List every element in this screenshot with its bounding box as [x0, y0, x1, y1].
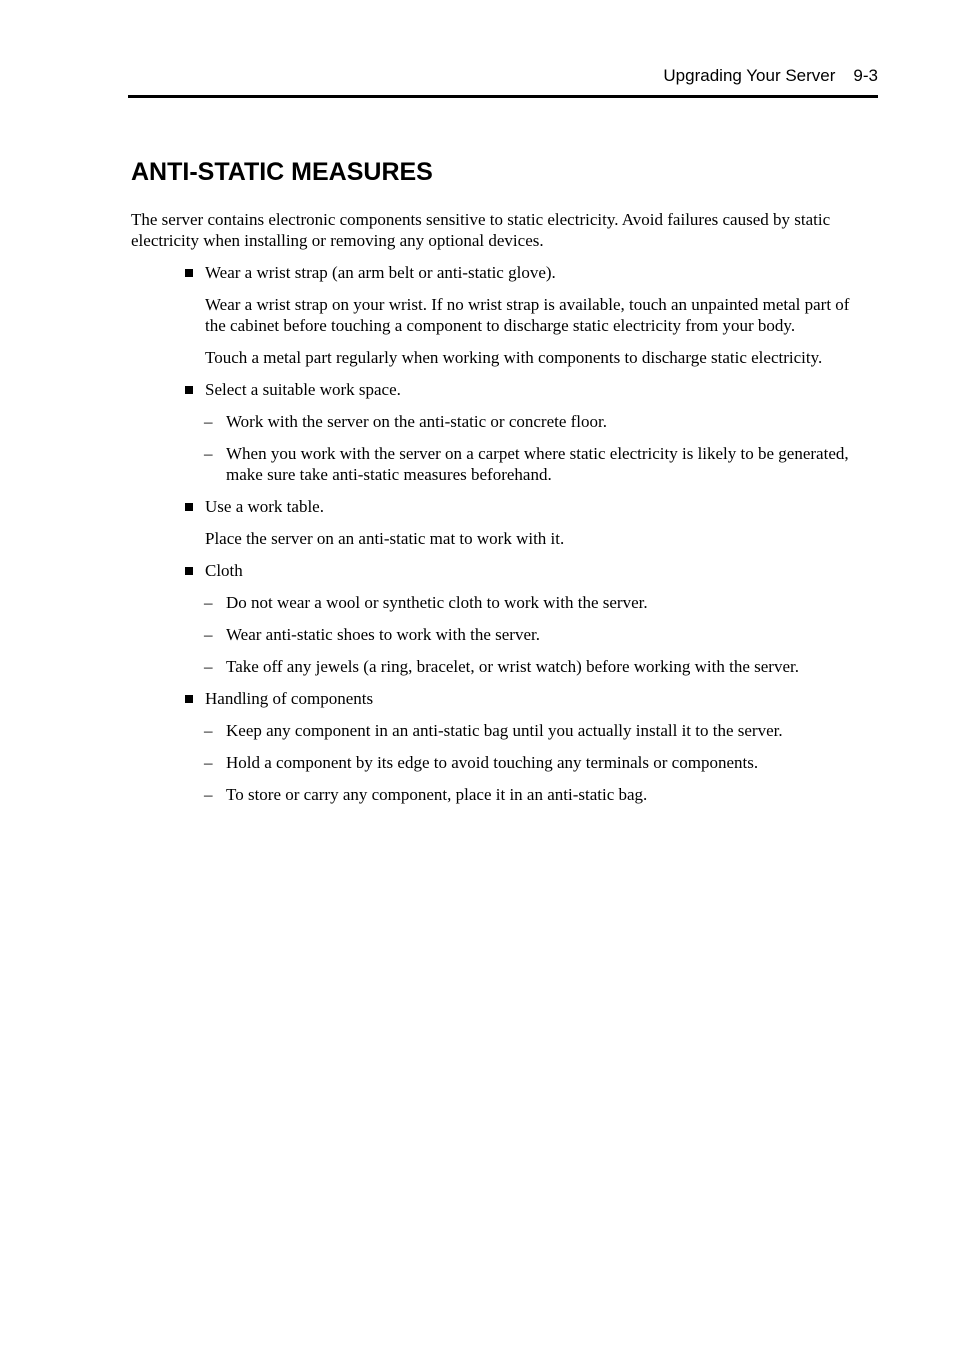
dash-text: Work with the server on the anti-static or concrete floor. [226, 412, 607, 431]
dash-text: Hold a component by its edge to avoid touching any terminals or components. [226, 753, 759, 772]
dash-bullet-icon: – [204, 785, 213, 804]
dash-item [204, 752, 861, 773]
dash-text: Keep any component in an anti-static bag until you actually install it to the server. [226, 721, 783, 740]
bullet-label: Select a suitable work space. [205, 380, 401, 399]
dash-item [204, 443, 861, 485]
intro-paragraph: The server contains electronic components sensitive to static electricity. Avoid failures caused by static electricity when installing or removing any optional devices. [131, 210, 831, 250]
chapter-title: Upgrading Your Server [663, 66, 836, 85]
dash-bullet-icon: – [204, 593, 213, 612]
header-rule [128, 95, 878, 98]
dash-bullet-icon: – [204, 721, 213, 740]
bullet-item [205, 688, 861, 709]
dash-item [204, 784, 861, 805]
page-number: 9-3 [853, 66, 878, 85]
section-title: ANTI-STATIC MEASURES [131, 158, 433, 186]
bullet-label: Wear a wrist strap (an arm belt or anti-static glove). [205, 263, 556, 282]
dash-item [204, 656, 861, 677]
dash-text: Take off any jewels (a ring, bracelet, or wrist watch) before working with the server. [226, 657, 799, 676]
dash-bullet-icon: – [204, 444, 213, 463]
dash-text: Wear anti-static shoes to work with the server. [226, 625, 540, 644]
bullet-paragraph: Place the server on an anti-static mat to work with it. [205, 529, 565, 548]
bullet-label: Handling of components [205, 689, 374, 708]
square-bullet-icon [185, 695, 193, 703]
bullet-paragraph: Touch a metal part regularly when working with components to discharge static electricity. [205, 348, 823, 367]
bullet-paragraph: Wear a wrist strap on your wrist. If no wrist strap is available, touch an unpainted metal part of the cabinet before touching a component to discharge static electricity from your body. [205, 295, 850, 335]
dash-bullet-icon: – [204, 753, 213, 772]
dash-item [204, 592, 861, 613]
dash-text: When you work with the server on a carpet where static electricity is likely to be generated, make sure take anti-static measures beforehand. [226, 444, 849, 484]
dash-bullet-icon: – [204, 657, 213, 676]
section-body [131, 209, 861, 816]
dash-item [204, 624, 861, 645]
dash-item [204, 720, 861, 741]
square-bullet-icon [185, 503, 193, 511]
bullet-label: Cloth [205, 561, 243, 580]
bullet-item [205, 560, 861, 581]
dash-bullet-icon: – [204, 412, 213, 431]
dash-text: To store or carry any component, place it in an anti-static bag. [226, 785, 648, 804]
dash-text: Do not wear a wool or synthetic cloth to work with the server. [226, 593, 648, 612]
bullet-item [205, 496, 861, 517]
bullet-item [205, 379, 861, 400]
page-header [128, 66, 878, 90]
square-bullet-icon [185, 567, 193, 575]
bullet-item [205, 262, 861, 283]
square-bullet-icon [185, 386, 193, 394]
dash-item [204, 411, 861, 432]
bullet-label: Use a work table. [205, 497, 324, 516]
square-bullet-icon [185, 269, 193, 277]
dash-bullet-icon: – [204, 625, 213, 644]
